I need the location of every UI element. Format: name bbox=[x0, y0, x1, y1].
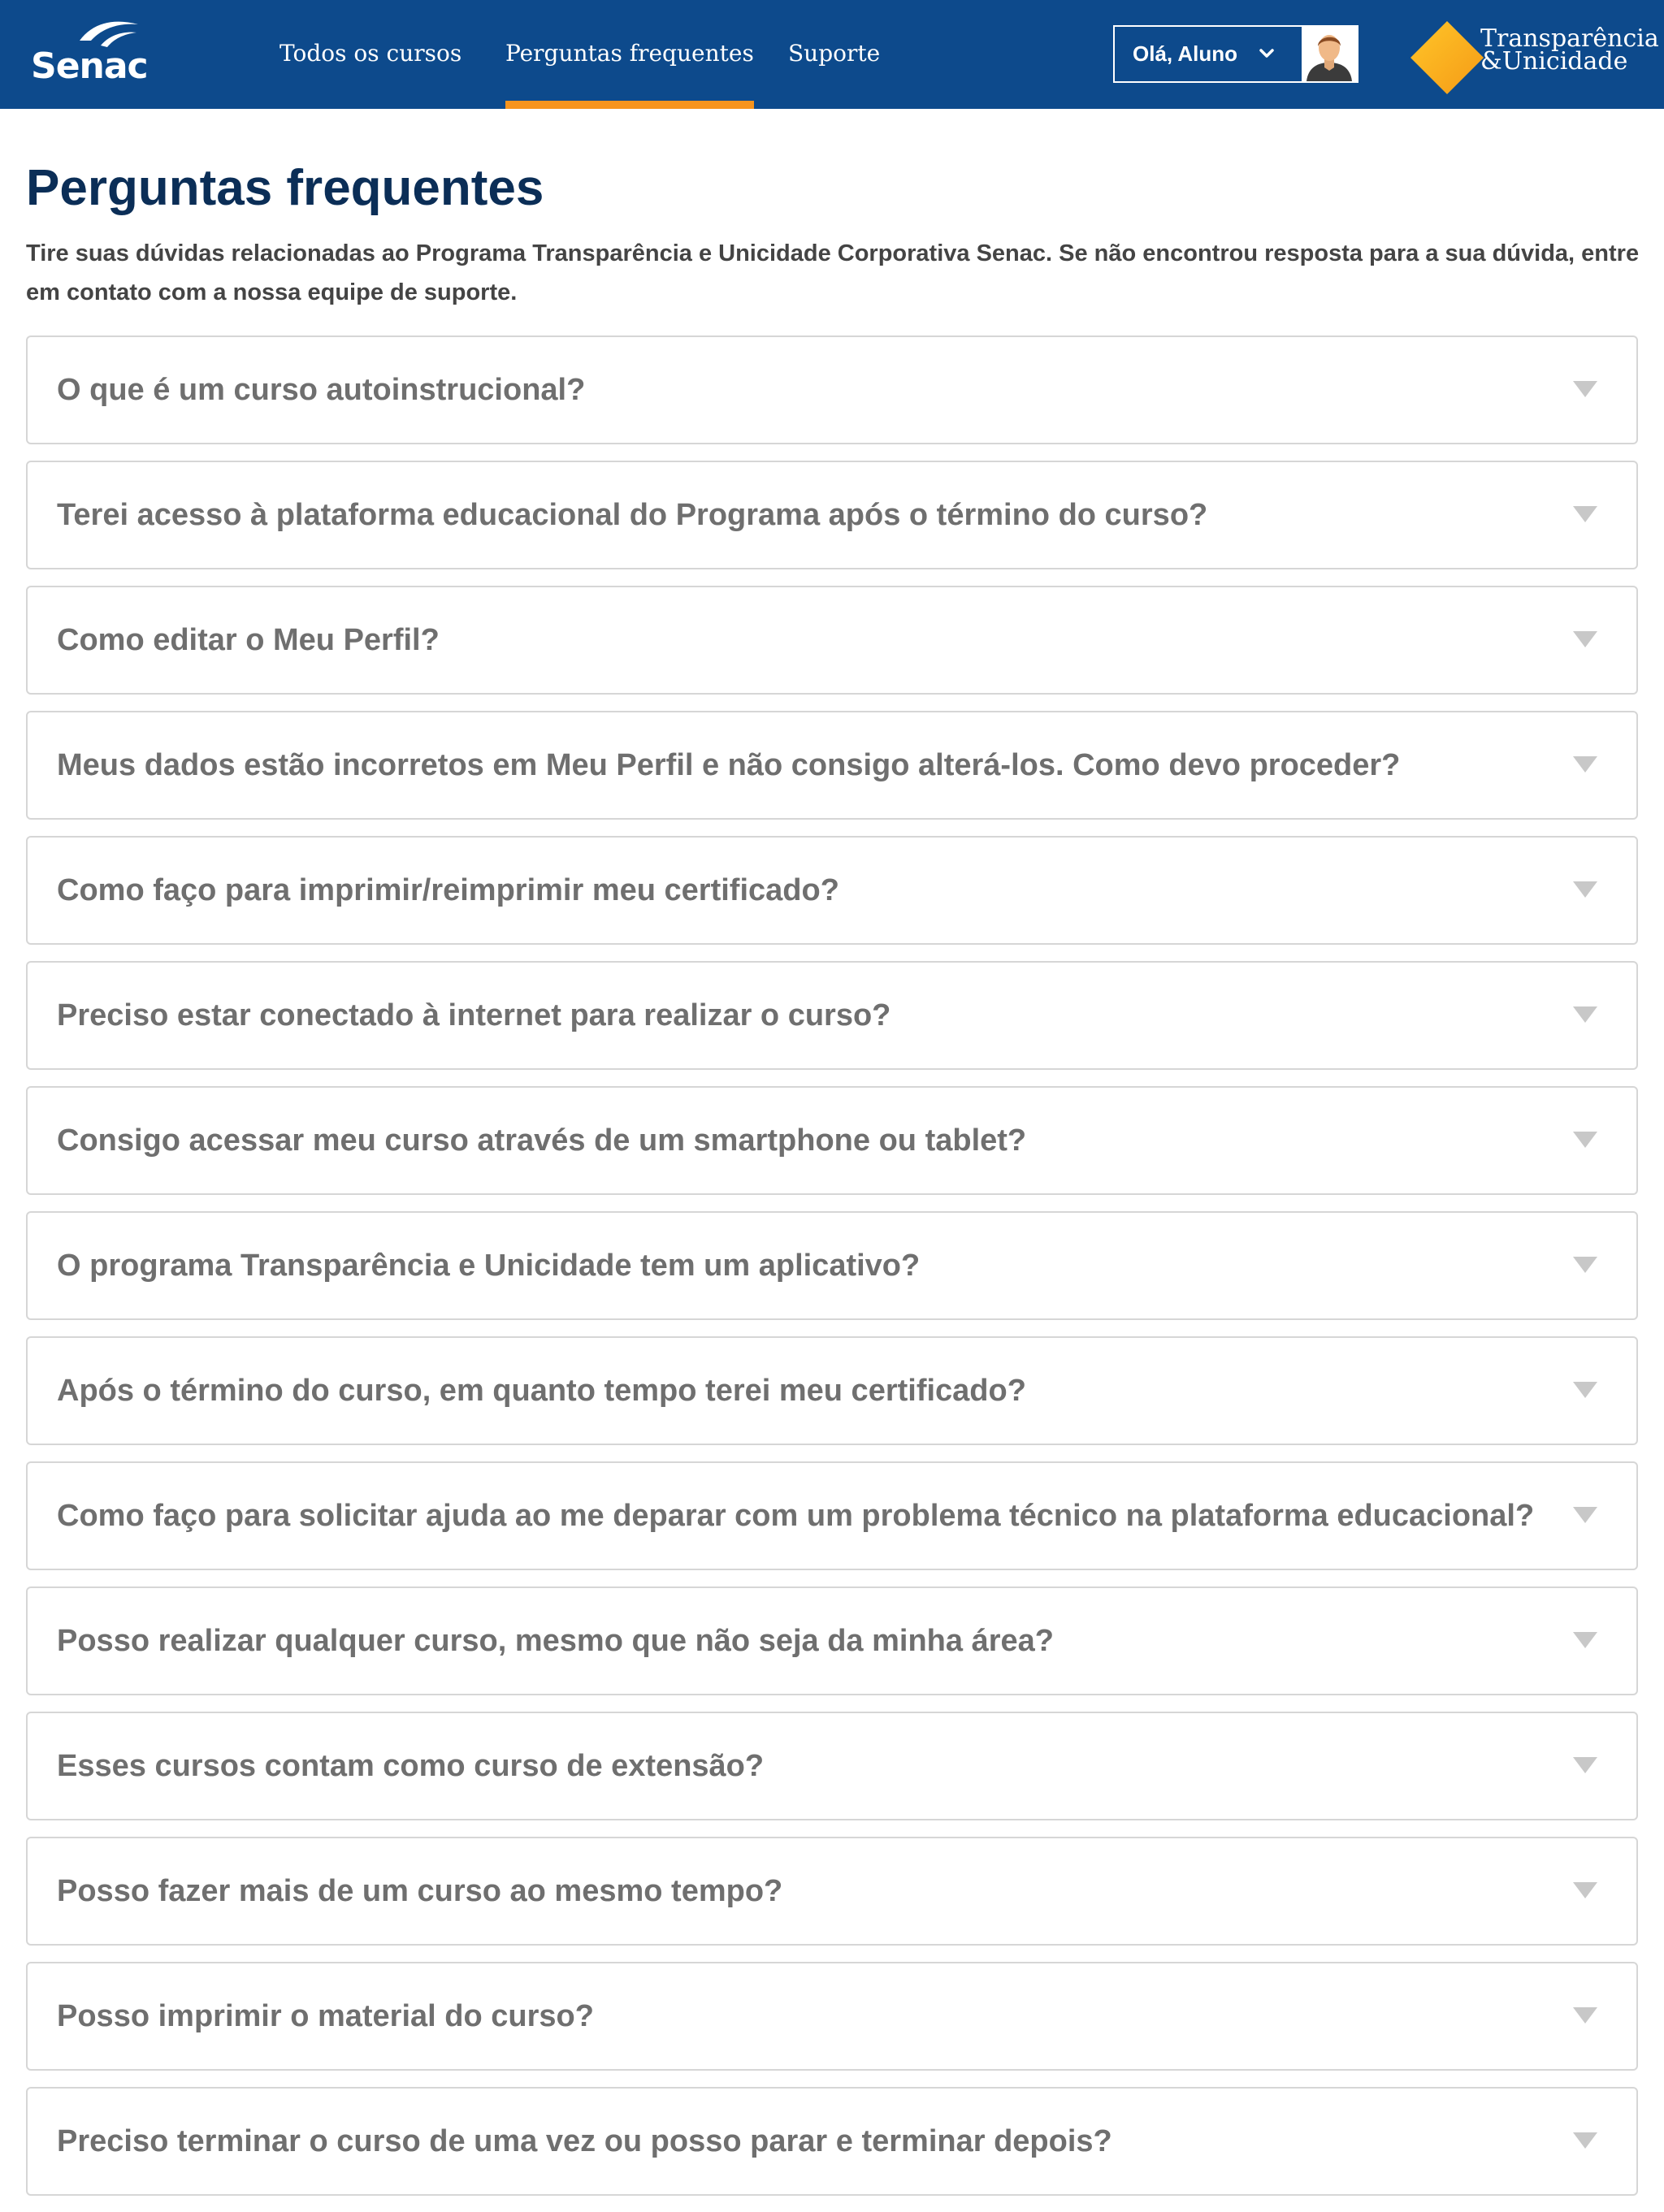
caret-down-icon bbox=[1573, 1132, 1597, 1148]
faq-question: Consigo acessar meu curso através de um smartphone ou tablet? bbox=[57, 1123, 1027, 1158]
faq-item[interactable] bbox=[26, 461, 1638, 569]
faq-item[interactable] bbox=[26, 2087, 1638, 2196]
nav-todos-os-cursos[interactable]: Todos os cursos bbox=[280, 40, 462, 67]
faq-item[interactable] bbox=[26, 1962, 1638, 2071]
faq-question: Terei acesso à plataforma educacional do Programa após o término do curso? bbox=[57, 498, 1208, 532]
senac-logo[interactable] bbox=[31, 16, 153, 94]
faq-question: Preciso estar conectado à internet para realizar o curso? bbox=[57, 998, 891, 1032]
user-menu-button[interactable] bbox=[1113, 25, 1358, 83]
transparencia-unicidade-logo[interactable] bbox=[1410, 15, 1659, 96]
faq-accordion bbox=[26, 335, 1638, 2212]
caret-down-icon bbox=[1573, 1507, 1597, 1523]
faq-item[interactable] bbox=[26, 1837, 1638, 1946]
faq-question: Após o término do curso, em quanto tempo terei meu certificado? bbox=[57, 1374, 1026, 1408]
nav-perguntas-frequentes[interactable]: Perguntas frequentes bbox=[505, 0, 754, 109]
faq-question: Como faço para imprimir/reimprimir meu certificado? bbox=[57, 873, 839, 907]
user-avatar-icon bbox=[1302, 27, 1357, 81]
caret-down-icon bbox=[1573, 631, 1597, 647]
faq-item[interactable] bbox=[26, 1211, 1638, 1320]
top-header bbox=[0, 0, 1664, 109]
faq-item[interactable] bbox=[26, 335, 1638, 444]
faq-item[interactable] bbox=[26, 1586, 1638, 1695]
faq-question: Posso realizar qualquer curso, mesmo que não seja da minha área? bbox=[57, 1624, 1054, 1658]
brand-line-2: &Unicidade bbox=[1480, 47, 1628, 76]
avatar[interactable] bbox=[1302, 27, 1357, 81]
nav-suporte[interactable]: Suporte bbox=[788, 40, 881, 67]
caret-down-icon bbox=[1573, 2132, 1597, 2149]
caret-down-icon bbox=[1573, 381, 1597, 397]
faq-item[interactable] bbox=[26, 1461, 1638, 1570]
faq-question: Como faço para solicitar ajuda ao me deparar com um problema técnico na plataforma educacional? bbox=[57, 1499, 1535, 1533]
chevron-down-icon bbox=[1256, 43, 1277, 64]
faq-item[interactable] bbox=[26, 711, 1638, 820]
caret-down-icon bbox=[1573, 881, 1597, 898]
faq-question: O programa Transparência e Unicidade tem um aplicativo? bbox=[57, 1249, 921, 1283]
caret-down-icon bbox=[1573, 756, 1597, 773]
caret-down-icon bbox=[1573, 1757, 1597, 1773]
caret-down-icon bbox=[1573, 1632, 1597, 1648]
faq-question: Posso imprimir o material do curso? bbox=[57, 1999, 594, 2033]
faq-item[interactable] bbox=[26, 961, 1638, 1070]
diamond-logo-icon bbox=[1410, 21, 1484, 94]
faq-question: Meus dados estão incorretos em Meu Perfil e não consigo alterá-los. Como devo proceder? bbox=[57, 748, 1401, 782]
caret-down-icon bbox=[1573, 1006, 1597, 1023]
user-greeting: Olá, Aluno bbox=[1133, 41, 1238, 66]
page-description: Tire suas dúvidas relacionadas ao Programa Transparência e Unicidade Corporativa Senac. Se não encontrou resposta para a sua dúvida, entre em contato com a nossa equipe de suporte. bbox=[26, 240, 1640, 305]
brand-line-1: Transparência bbox=[1480, 24, 1659, 53]
faq-item[interactable] bbox=[26, 586, 1638, 695]
faq-question: Como editar o Meu Perfil? bbox=[57, 623, 440, 657]
page-title: Perguntas frequentes bbox=[26, 160, 544, 216]
logo-swoosh-icon bbox=[76, 16, 141, 49]
faq-question: O que é um curso autoinstrucional? bbox=[57, 373, 586, 407]
caret-down-icon bbox=[1573, 1882, 1597, 1898]
faq-item[interactable] bbox=[26, 1712, 1638, 1820]
faq-item[interactable] bbox=[26, 1336, 1638, 1445]
logo-text: Senac bbox=[31, 45, 148, 87]
caret-down-icon bbox=[1573, 1382, 1597, 1398]
faq-item[interactable] bbox=[26, 1086, 1638, 1195]
faq-question: Posso fazer mais de um curso ao mesmo tempo? bbox=[57, 1874, 783, 1908]
faq-question: Preciso terminar o curso de uma vez ou posso parar e terminar depois? bbox=[57, 2124, 1112, 2158]
caret-down-icon bbox=[1573, 2007, 1597, 2024]
faq-item[interactable] bbox=[26, 836, 1638, 945]
caret-down-icon bbox=[1573, 506, 1597, 522]
faq-question: Esses cursos contam como curso de extensão? bbox=[57, 1749, 765, 1783]
caret-down-icon bbox=[1573, 1257, 1597, 1273]
